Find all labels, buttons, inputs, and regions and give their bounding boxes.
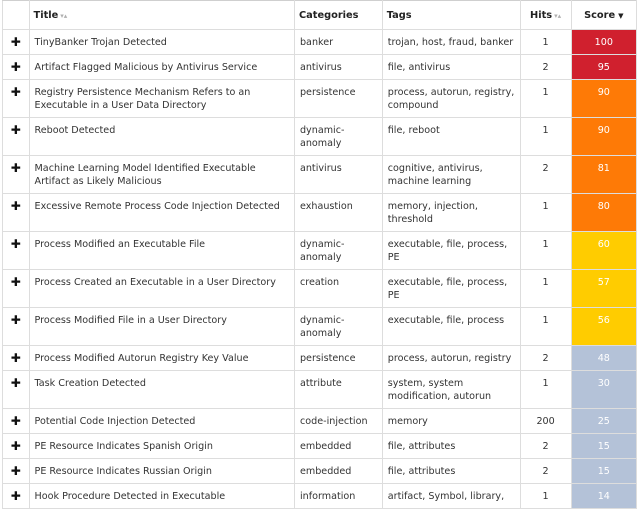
expand-row-button[interactable]: [3, 459, 30, 484]
row-title: Potential Code Injection Detected: [29, 409, 294, 434]
plus-icon: ✚: [10, 237, 21, 251]
row-score-badge: 80: [571, 194, 636, 232]
row-categories: banker: [294, 30, 382, 55]
row-title: Process Modified File in a User Directory: [29, 308, 294, 346]
row-categories: dynamic-anomaly: [294, 118, 382, 156]
row-categories: antivirus: [294, 156, 382, 194]
table-row[interactable]: [3, 434, 637, 459]
row-title: TinyBanker Trojan Detected: [29, 30, 294, 55]
row-tags: artifact, Symbol, library,: [382, 484, 520, 509]
row-title: Process Modified Autorun Registry Key Value: [29, 346, 294, 371]
row-categories: information: [294, 484, 382, 509]
row-hits: 1: [520, 30, 571, 55]
row-hits: 1: [520, 371, 571, 409]
expand-row-button[interactable]: [3, 55, 30, 80]
row-hits: 1: [520, 194, 571, 232]
plus-icon: ✚: [10, 313, 21, 327]
row-tags: file, attributes: [382, 459, 520, 484]
row-categories: creation: [294, 270, 382, 308]
categories-header-label: Categories: [298, 9, 359, 21]
row-title: Reboot Detected: [29, 118, 294, 156]
plus-icon: ✚: [10, 199, 21, 213]
row-score-badge: 25: [571, 409, 636, 434]
expand-row-button[interactable]: [3, 371, 30, 409]
expand-row-button[interactable]: [3, 80, 30, 118]
row-hits: 200: [520, 409, 571, 434]
plus-icon: ✚: [10, 85, 21, 99]
table-row[interactable]: [3, 409, 637, 434]
table-row[interactable]: [3, 484, 637, 509]
tags-column-header: [382, 1, 520, 30]
title-column-header[interactable]: [29, 1, 294, 30]
expand-row-button[interactable]: [3, 409, 30, 434]
row-title: Hook Procedure Detected in Executable: [29, 484, 294, 509]
row-tags: trojan, host, fraud, banker: [382, 30, 520, 55]
table-row[interactable]: [3, 156, 637, 194]
row-tags: memory, injection, threshold: [382, 194, 520, 232]
row-score-badge: 95: [571, 55, 636, 80]
row-tags: file, antivirus: [382, 55, 520, 80]
row-tags: memory: [382, 409, 520, 434]
table-row[interactable]: [3, 346, 637, 371]
row-title: Process Created an Executable in a User Directory: [29, 270, 294, 308]
table-row[interactable]: [3, 270, 637, 308]
plus-icon: ✚: [10, 123, 21, 137]
table-row[interactable]: [3, 80, 637, 118]
expand-row-button[interactable]: [3, 232, 30, 270]
plus-icon: ✚: [10, 351, 21, 365]
plus-icon: ✚: [10, 275, 21, 289]
row-hits: 2: [520, 434, 571, 459]
table-row[interactable]: [3, 55, 637, 80]
plus-icon: ✚: [10, 464, 21, 478]
row-hits: 1: [520, 308, 571, 346]
row-categories: attribute: [294, 371, 382, 409]
row-tags: process, autorun, registry: [382, 346, 520, 371]
row-title: Artifact Flagged Malicious by Antivirus Service: [29, 55, 294, 80]
row-score-badge: 15: [571, 459, 636, 484]
table-row[interactable]: [3, 371, 637, 409]
plus-icon: ✚: [10, 161, 21, 175]
score-column-header[interactable]: [571, 1, 636, 30]
table-row[interactable]: [3, 194, 637, 232]
expand-row-button[interactable]: [3, 156, 30, 194]
detections-table: [2, 0, 637, 509]
row-score-badge: 60: [571, 232, 636, 270]
row-tags: executable, file, process, PE: [382, 232, 520, 270]
expand-row-button[interactable]: [3, 346, 30, 371]
row-hits: 1: [520, 232, 571, 270]
plus-icon: ✚: [10, 35, 21, 49]
row-categories: dynamic-anomaly: [294, 232, 382, 270]
row-hits: 2: [520, 459, 571, 484]
row-tags: system, system modification, autorun: [382, 371, 520, 409]
sort-both-icon: ▾▴: [554, 11, 562, 20]
row-tags: executable, file, process: [382, 308, 520, 346]
row-categories: dynamic-anomaly: [294, 308, 382, 346]
row-tags: file, reboot: [382, 118, 520, 156]
row-score-badge: 56: [571, 308, 636, 346]
row-title: PE Resource Indicates Spanish Origin: [29, 434, 294, 459]
row-categories: embedded: [294, 459, 382, 484]
score-header-label: Score: [584, 9, 616, 21]
plus-icon: ✚: [10, 489, 21, 503]
table-row[interactable]: [3, 308, 637, 346]
row-hits: 2: [520, 346, 571, 371]
plus-icon: ✚: [10, 376, 21, 390]
row-hits: 1: [520, 80, 571, 118]
row-title: PE Resource Indicates Russian Origin: [29, 459, 294, 484]
row-tags: executable, file, process, PE: [382, 270, 520, 308]
expand-row-button[interactable]: [3, 270, 30, 308]
row-score-badge: 81: [571, 156, 636, 194]
row-hits: 1: [520, 484, 571, 509]
sort-both-icon: ▾▴: [60, 11, 68, 20]
categories-column-header: [294, 1, 382, 30]
row-title: Task Creation Detected: [29, 371, 294, 409]
table-body: [3, 30, 637, 509]
row-tags: cognitive, antivirus, machine learning: [382, 156, 520, 194]
row-score-badge: 57: [571, 270, 636, 308]
row-categories: embedded: [294, 434, 382, 459]
row-score-badge: 48: [571, 346, 636, 371]
plus-icon: ✚: [10, 414, 21, 428]
row-tags: process, autorun, registry, compound: [382, 80, 520, 118]
row-hits: 1: [520, 270, 571, 308]
expand-row-button[interactable]: [3, 118, 30, 156]
row-title: Machine Learning Model Identified Executable Artifact as Likely Malicious: [29, 156, 294, 194]
row-score-badge: 14: [571, 484, 636, 509]
title-header-label: Title: [33, 9, 59, 21]
row-score-badge: 100: [571, 30, 636, 55]
table-row[interactable]: [3, 459, 637, 484]
row-tags: file, attributes: [382, 434, 520, 459]
sort-desc-icon: ▼: [618, 11, 624, 20]
table-row[interactable]: [3, 118, 637, 156]
row-title: Process Modified an Executable File: [29, 232, 294, 270]
row-categories: code-injection: [294, 409, 382, 434]
expand-row-button[interactable]: [3, 434, 30, 459]
expand-row-button[interactable]: [3, 30, 30, 55]
plus-icon: ✚: [10, 60, 21, 74]
row-hits: 1: [520, 118, 571, 156]
row-title: Excessive Remote Process Code Injection Detected: [29, 194, 294, 232]
row-categories: persistence: [294, 80, 382, 118]
row-hits: 2: [520, 156, 571, 194]
hits-header-label: Hits: [530, 9, 553, 21]
row-hits: 2: [520, 55, 571, 80]
expand-column-header: [3, 1, 30, 30]
row-score-badge: 90: [571, 80, 636, 118]
row-categories: antivirus: [294, 55, 382, 80]
expand-row-button[interactable]: [3, 484, 30, 509]
row-categories: persistence: [294, 346, 382, 371]
table-row[interactable]: [3, 30, 637, 55]
row-score-badge: 30: [571, 371, 636, 409]
table-row[interactable]: [3, 232, 637, 270]
row-score-badge: 15: [571, 434, 636, 459]
row-score-badge: 90: [571, 118, 636, 156]
plus-icon: ✚: [10, 439, 21, 453]
hits-column-header[interactable]: [520, 1, 571, 30]
expand-row-button[interactable]: [3, 194, 30, 232]
row-title: Registry Persistence Mechanism Refers to an Executable in a User Data Directory: [29, 80, 294, 118]
row-categories: exhaustion: [294, 194, 382, 232]
expand-row-button[interactable]: [3, 308, 30, 346]
tags-header-label: Tags: [386, 9, 412, 21]
table-header-row: [3, 1, 637, 30]
